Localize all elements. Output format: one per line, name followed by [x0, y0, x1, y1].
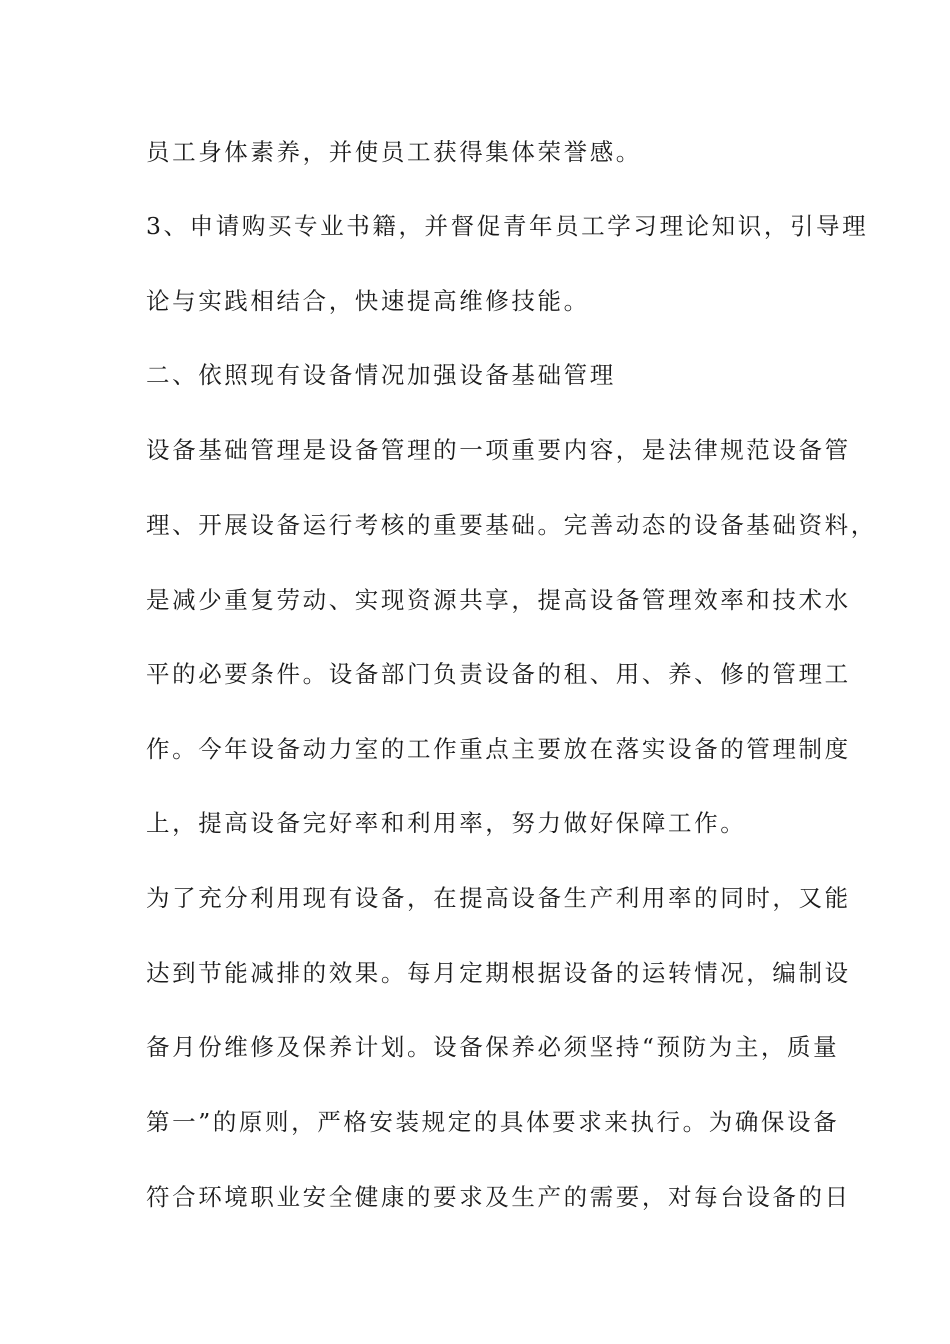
- text-line: 平的必要条件。设备部门负责设备的租、用、养、修的管理工: [146, 660, 851, 688]
- text-line: 达到节能减排的效果。每月定期根据设备的运转情况，编制设: [146, 959, 851, 987]
- text-line: 为了充分利用现有设备，在提高设备生产利用率的同时，又能: [146, 884, 851, 912]
- section-heading: 二、依照现有设备情况加强设备基础管理: [146, 361, 616, 389]
- text-line: 是减少重复劳动、实现资源共享，提高设备管理效率和技术水: [146, 586, 851, 614]
- text-line: 第一”的原则，严格安装规定的具体要求来执行。为确保设备: [146, 1108, 840, 1136]
- text-line: 员工身体素养，并使员工获得集体荣誉感。: [146, 138, 642, 166]
- text-line: 符合环境职业安全健康的要求及生产的需要，对每台设备的日: [146, 1183, 851, 1211]
- text-line: 设备基础管理是设备管理的一项重要内容，是法律规范设备管: [146, 436, 851, 464]
- text-line: 上，提高设备完好率和利用率，努力做好保障工作。: [146, 809, 747, 837]
- text-line: 3、申请购买专业书籍，并督促青年员工学习理论知识，引导理: [146, 212, 869, 240]
- text-line: 备月份维修及保养计划。设备保养必须坚持“预防为主，质量: [146, 1033, 840, 1061]
- text-line: 理、开展设备运行考核的重要基础。完善动态的设备基础资料，: [146, 511, 877, 539]
- text-line: 论与实践相结合，快速提高维修技能。: [146, 287, 590, 315]
- text-line: 作。今年设备动力室的工作重点主要放在落实设备的管理制度: [146, 735, 851, 763]
